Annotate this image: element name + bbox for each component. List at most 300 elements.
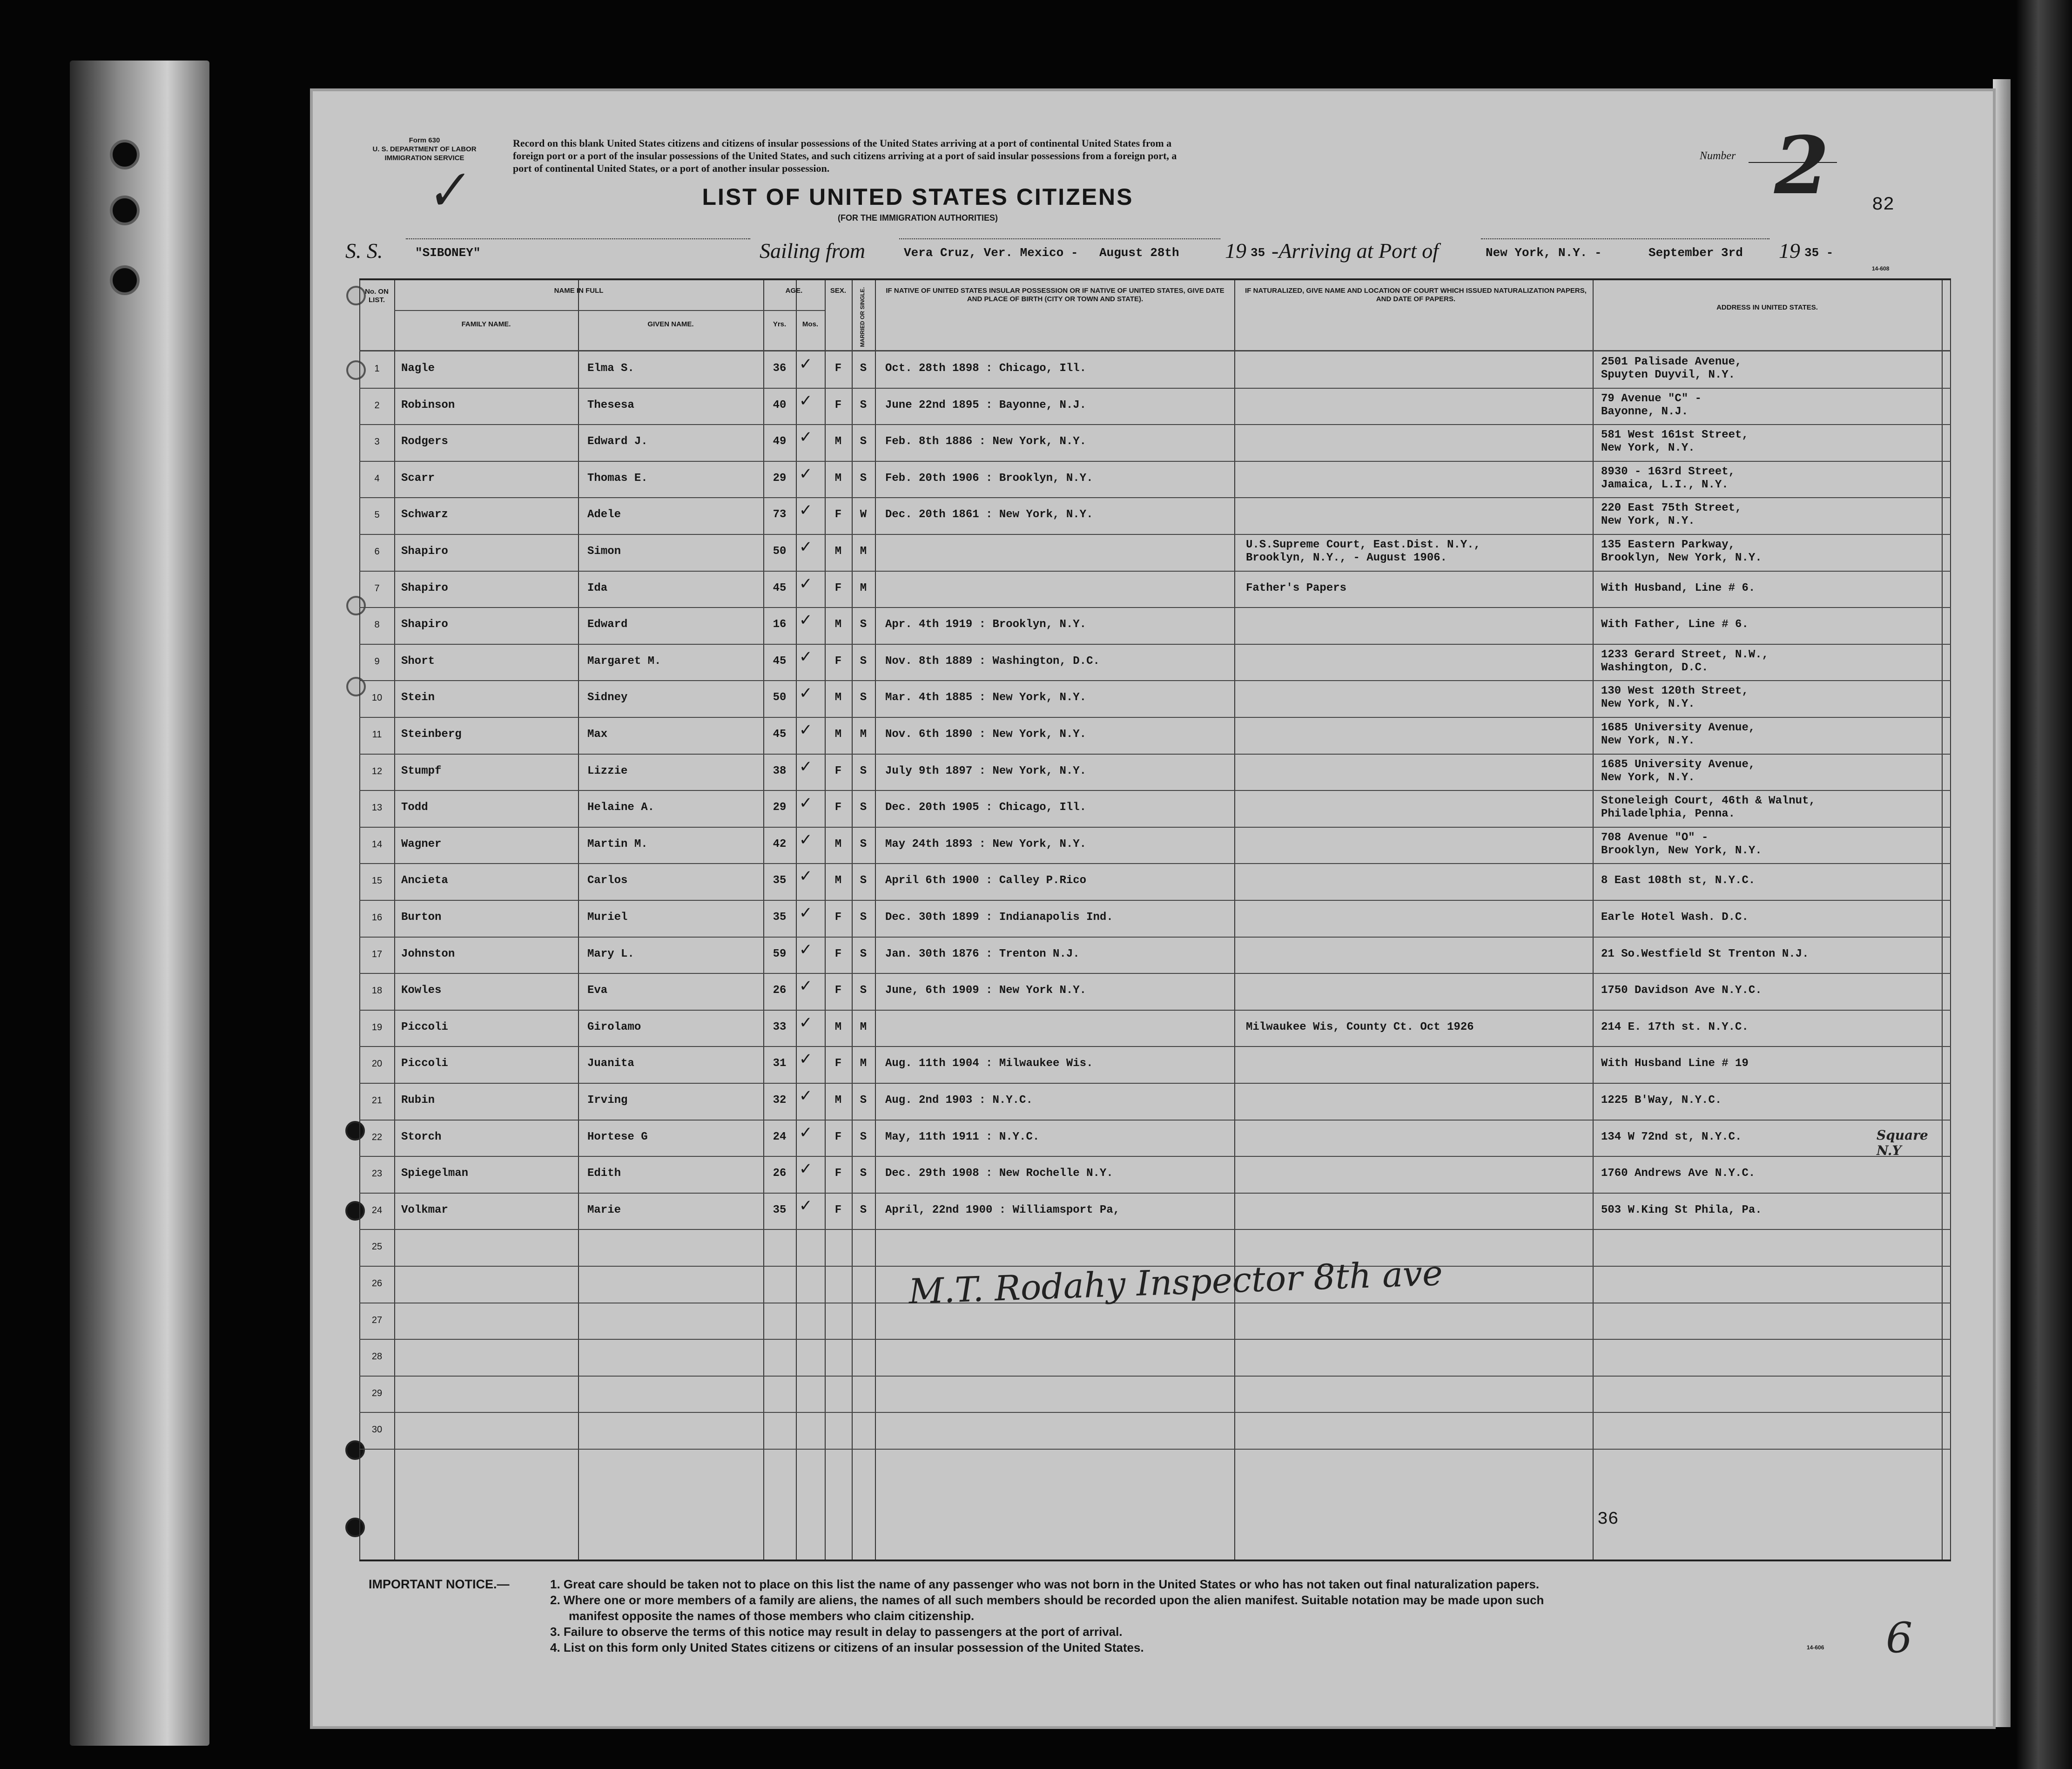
address-line: Brooklyn, New York, N.Y. <box>1601 844 1762 857</box>
sex: F <box>834 362 842 375</box>
department-name: U. S. DEPARTMENT OF LABOR <box>372 145 477 153</box>
line-number: 9 <box>374 656 380 667</box>
age-years: 35 <box>773 911 787 924</box>
notice-item: 3. Failure to observe the terms of this notice may result in delay to passengers at the port of arrival. <box>550 1625 1123 1639</box>
family-name: Shapiro <box>401 618 448 631</box>
table-row <box>359 1046 1951 1082</box>
header-address: ADDRESS IN UNITED STATES. <box>1716 304 1818 311</box>
check-mark: ✓ <box>799 794 813 813</box>
family-name: Johnston <box>401 947 455 960</box>
age-years: 31 <box>773 1057 787 1070</box>
line-number: 13 <box>371 803 383 813</box>
table-row <box>359 424 1951 460</box>
given-name: Juanita <box>587 1057 634 1070</box>
line-number: 5 <box>374 510 380 520</box>
sex: F <box>834 398 842 412</box>
given-name: Muriel <box>587 911 628 924</box>
address-line: 2501 Palisade Avenue, <box>1601 356 1742 368</box>
address <box>1601 502 1742 528</box>
check-mark: ✓ <box>799 904 813 922</box>
sex: M <box>834 874 842 887</box>
marital-status: S <box>860 435 867 448</box>
check-mark: ✓ <box>799 501 813 520</box>
sex: M <box>834 545 842 558</box>
marital-status: S <box>860 874 867 887</box>
age-years: 26 <box>773 984 787 997</box>
notice-heading: IMPORTANT NOTICE.— <box>369 1577 510 1591</box>
family-name: Todd <box>401 801 428 814</box>
line-number: 4 <box>374 473 380 484</box>
address <box>1601 1021 1749 1034</box>
line-number: 24 <box>371 1205 383 1215</box>
age-years: 24 <box>773 1130 787 1143</box>
page-title: LIST OF UNITED STATES CITIZENS <box>702 184 1134 210</box>
birth-date-place: Feb. 20th 1906 : Brooklyn, N.Y. <box>885 472 1093 485</box>
footer-form-code: 14-606 <box>1807 1644 1824 1651</box>
check-mark: ✓ <box>799 1123 813 1142</box>
check-mark: ✓ <box>799 574 813 593</box>
departure-year: 35 <box>1251 246 1265 260</box>
family-name: Stumpf <box>401 764 442 777</box>
line-number: 1 <box>374 364 380 374</box>
check-mark: ✓ <box>799 977 813 996</box>
marital-status: S <box>860 655 867 668</box>
address <box>1601 874 1755 887</box>
birth-date-place: June 22nd 1895 : Bayonne, N.J. <box>885 398 1087 412</box>
line-number: 16 <box>371 912 383 923</box>
arrival-date: September 3rd <box>1648 246 1743 260</box>
check-mark: ✓ <box>799 538 813 556</box>
ship-underline <box>406 238 750 239</box>
table-row <box>359 388 1951 424</box>
table-row <box>359 1376 1951 1412</box>
sex: F <box>834 911 842 924</box>
line-number: 15 <box>371 876 383 886</box>
age-years: 42 <box>773 837 787 851</box>
check-mark: ✓ <box>799 1196 813 1215</box>
sex: F <box>834 984 842 997</box>
family-name: Rodgers <box>401 435 448 448</box>
given-name: Thesesa <box>587 398 634 412</box>
table-row <box>359 1339 1951 1375</box>
given-name: Eva <box>587 984 608 997</box>
address-line: New York, N.Y. <box>1601 515 1695 528</box>
given-name: Edith <box>587 1167 621 1180</box>
binder-hole <box>110 140 140 169</box>
sex: M <box>834 435 842 448</box>
header-years: Yrs. <box>773 320 787 328</box>
family-name: Piccoli <box>401 1020 448 1033</box>
address <box>1601 948 1809 961</box>
address-line: 1233 Gerard Street, N.W., <box>1601 648 1769 661</box>
handwritten-check-mark: ✓ <box>420 158 471 223</box>
table-row <box>359 754 1951 790</box>
age-years: 38 <box>773 764 787 777</box>
naturalization <box>1246 582 1346 595</box>
address-line: 21 So.Westfield St Trenton N.J. <box>1601 947 1809 960</box>
age-years: 29 <box>773 472 787 485</box>
marital-status: M <box>860 1057 867 1070</box>
table-row <box>359 900 1951 936</box>
family-name: Shapiro <box>401 581 448 594</box>
marital-status: S <box>860 362 867 375</box>
table-row <box>359 461 1951 497</box>
line-number: 22 <box>371 1132 383 1142</box>
manifest-page <box>313 91 1993 1726</box>
family-name: Piccoli <box>401 1057 448 1070</box>
marital-status: S <box>860 911 867 924</box>
table-row <box>359 1156 1951 1192</box>
address <box>1601 722 1755 748</box>
birth-date-place: Aug. 2nd 1903 : N.Y.C. <box>885 1094 1033 1107</box>
table-row <box>359 717 1951 753</box>
check-mark: ✓ <box>799 1160 813 1179</box>
header-birth: IF NATIVE OF UNITED STATES INSULAR POSSESSION OR IF NATIVE OF UNITED STATES, GIVE DATE AND PLACE OF BIRTH (CITY OR TOWN AND STATE). <box>886 287 1224 303</box>
sex: M <box>834 618 842 631</box>
address-line: 503 W.King St Phila, Pa. <box>1601 1203 1762 1216</box>
sex: M <box>834 728 842 741</box>
check-mark: ✓ <box>799 611 813 630</box>
address-line: 79 Avenue "C" - <box>1601 392 1702 405</box>
given-name: Hortese G <box>587 1130 648 1143</box>
given-name: Sidney <box>587 691 628 704</box>
family-name: Kowles <box>401 984 442 997</box>
birth-date-place: Dec. 30th 1899 : Indianapolis Ind. <box>885 911 1113 924</box>
header-family-name: FAMILY NAME. <box>461 320 511 328</box>
table-row <box>359 937 1951 973</box>
address <box>1601 648 1769 675</box>
address <box>1601 356 1742 382</box>
birth-date-place: May, 11th 1911 : N.Y.C. <box>885 1130 1040 1143</box>
check-mark: ✓ <box>799 464 813 483</box>
header-no: No. ON LIST. <box>365 288 389 304</box>
family-name: Schwarz <box>401 508 448 521</box>
number-label: Number <box>1700 150 1736 162</box>
notice-item: manifest opposite the names of those members who claim citizenship. <box>569 1609 975 1623</box>
address-line: With Husband Line # 19 <box>1601 1057 1749 1070</box>
line-number: 14 <box>371 839 383 850</box>
sex: F <box>834 1130 842 1143</box>
marital-status: M <box>860 1020 867 1033</box>
age-years: 16 <box>773 618 787 631</box>
line-number: 17 <box>371 949 383 959</box>
row-rule <box>359 1449 1951 1450</box>
marital-status: S <box>860 801 867 814</box>
sex: F <box>834 801 842 814</box>
departure-date: August 28th <box>1099 246 1179 260</box>
passenger-table <box>359 278 1951 1561</box>
family-name: Robinson <box>401 398 455 412</box>
given-name: Ida <box>587 581 608 594</box>
age-years: 73 <box>773 508 787 521</box>
given-name: Marie <box>587 1203 621 1216</box>
line-number: 30 <box>371 1425 383 1435</box>
address-line: Jamaica, L.I., N.Y. <box>1601 478 1729 491</box>
address <box>1601 1204 1762 1217</box>
family-name: Rubin <box>401 1094 435 1107</box>
address-line: Brooklyn, New York, N.Y. <box>1601 552 1762 564</box>
line-number: 27 <box>371 1315 383 1325</box>
family-name: Nagle <box>401 362 435 375</box>
marital-status: S <box>860 947 867 960</box>
family-name: Shapiro <box>401 545 448 558</box>
table-row <box>359 790 1951 826</box>
marital-status: S <box>860 1094 867 1107</box>
address-line: With Father, Line # 6. <box>1601 618 1749 631</box>
year-label-2: 19 <box>1779 239 1800 263</box>
family-name: Burton <box>401 911 442 924</box>
sex: M <box>834 691 842 704</box>
binder-spine <box>70 61 209 1746</box>
family-name: Stein <box>401 691 435 704</box>
record-instructions <box>513 137 1616 175</box>
address-line: 220 East 75th Street, <box>1601 502 1742 515</box>
arriving-label: -Arriving at Port of <box>1271 239 1439 263</box>
given-name: Adele <box>587 508 621 521</box>
header-age: AGE. <box>785 287 803 295</box>
table-row <box>359 1193 1951 1229</box>
instruction-line: Record on this blank United States citizens and citizens of insular possessions of the United States arriving at a port of continental United States from a <box>513 137 1172 149</box>
scan-right-edge <box>2016 0 2072 1769</box>
notice-item: 4. List on this form only United States citizens or citizens of an insular possession of the United States. <box>550 1641 1144 1654</box>
line-number: 2 <box>374 400 380 411</box>
age-years: 45 <box>773 655 787 668</box>
table-row <box>359 863 1951 899</box>
birth-date-place: May 24th 1893 : New York, N.Y. <box>885 837 1087 851</box>
line-number: 3 <box>374 437 380 447</box>
address-line: With Husband, Line # 6. <box>1601 581 1756 594</box>
address-line: Washington, D.C. <box>1601 661 1709 674</box>
handwritten-address-note: Square N.Y <box>1877 1128 1928 1158</box>
marital-status: M <box>860 581 867 594</box>
family-name: Scarr <box>401 472 435 485</box>
ss-label: S. S. <box>345 239 383 263</box>
check-mark: ✓ <box>799 647 813 666</box>
voyage-line <box>345 236 1965 263</box>
check-mark: ✓ <box>799 684 813 703</box>
line-number: 6 <box>374 547 380 557</box>
address-line: 135 Eastern Parkway, <box>1601 539 1736 551</box>
marital-status: M <box>860 545 867 558</box>
family-name: Storch <box>401 1130 442 1143</box>
table-row <box>359 497 1951 533</box>
binder-hole <box>110 265 140 295</box>
age-years: 49 <box>773 435 787 448</box>
table-row <box>359 1229 1951 1265</box>
given-name: Edward J. <box>587 435 648 448</box>
sex: F <box>834 508 842 521</box>
line-number: 28 <box>371 1351 383 1362</box>
age-years: 40 <box>773 398 787 412</box>
given-name: Lizzie <box>587 764 628 777</box>
check-mark: ✓ <box>799 867 813 886</box>
address-line: 8930 - 163rd Street, <box>1601 465 1736 478</box>
line-number: 19 <box>371 1022 383 1033</box>
header-rule <box>763 310 825 311</box>
age-years: 29 <box>773 801 787 814</box>
given-name: Girolamo <box>587 1020 641 1033</box>
line-number: 12 <box>371 766 383 776</box>
header-months: Mos. <box>802 320 819 328</box>
table-row <box>359 644 1951 680</box>
line-number: 23 <box>371 1168 383 1179</box>
notice-item: 2. Where one or more members of a family are aliens, the names of all such members should be recorded upon the alien manifest. Suitable notation may be made upon such <box>550 1593 1544 1607</box>
family-name: Spiegelman <box>401 1167 469 1180</box>
address <box>1601 795 1816 821</box>
address-line: 134 W 72nd st, N.Y.C. <box>1601 1130 1742 1143</box>
address <box>1601 1094 1722 1107</box>
address-line: Stoneleigh Court, 46th & Walnut, <box>1601 795 1816 808</box>
address-line: New York, N.Y. <box>1601 442 1695 455</box>
table-row <box>359 607 1951 643</box>
address <box>1601 831 1762 857</box>
table-row <box>359 973 1951 1009</box>
address <box>1601 1131 1742 1144</box>
birth-date-place: Nov. 8th 1889 : Washington, D.C. <box>885 655 1100 668</box>
line-number: 10 <box>371 693 383 703</box>
sex: F <box>834 655 842 668</box>
header-name-in-full: NAME IN FULL <box>554 287 604 295</box>
naturalization <box>1246 539 1480 565</box>
arrival-year: 35 - <box>1804 246 1834 260</box>
marital-status: M <box>860 728 867 741</box>
marital-status: S <box>860 837 867 851</box>
given-name: Elma S. <box>587 362 634 375</box>
address-line: Earle Hotel Wash. D.C. <box>1601 911 1749 924</box>
sex: M <box>834 472 842 485</box>
marital-status: S <box>860 691 867 704</box>
table-row <box>359 1010 1951 1046</box>
birth-date-place: April, 22nd 1900 : Williamsport Pa, <box>885 1203 1120 1216</box>
family-name: Volkmar <box>401 1203 448 1216</box>
address-line: 130 West 120th Street, <box>1601 685 1749 698</box>
form-code: 14-608 <box>1872 265 1890 272</box>
birth-date-place: Aug. 11th 1904 : Milwaukee Wis. <box>885 1057 1093 1070</box>
address <box>1601 618 1749 631</box>
family-name: Short <box>401 655 435 668</box>
address <box>1601 392 1702 419</box>
age-years: 35 <box>773 874 787 887</box>
marital-status: S <box>860 1203 867 1216</box>
birth-date-place: Oct. 28th 1898 : Chicago, Ill. <box>885 362 1087 375</box>
naturalization-line: U.S.Supreme Court, East.Dist. N.Y., <box>1246 539 1481 551</box>
departure-port: Vera Cruz, Ver. Mexico - <box>904 246 1078 260</box>
line-number: 8 <box>374 620 380 630</box>
header-naturalized: IF NATURALIZED, GIVE NAME AND LOCATION OF COURT WHICH ISSUED NATURALIZATION PAPERS, AND DATE OF PAPERS. <box>1245 287 1587 303</box>
address-line: 8 East 108th st, N.Y.C. <box>1601 874 1756 887</box>
arrival-port: New York, N.Y. - <box>1486 246 1602 260</box>
given-name: Martin M. <box>587 837 648 851</box>
age-years: 50 <box>773 545 787 558</box>
given-name: Thomas E. <box>587 472 648 485</box>
handwritten-corner-number: 6 <box>1886 1614 1913 1662</box>
birth-date-place: Dec. 20th 1905 : Chicago, Ill. <box>885 801 1087 814</box>
address-line: Philadelphia, Penna. <box>1601 808 1736 821</box>
form-identifier <box>355 136 494 162</box>
address-line: New York, N.Y. <box>1601 771 1695 784</box>
given-name: Max <box>587 728 608 741</box>
header-rule <box>394 310 763 311</box>
sailing-label: Sailing from <box>760 239 866 263</box>
birth-date-place: April 6th 1900 : Calley P.Rico <box>885 874 1087 887</box>
address-line: 1750 Davidson Ave N.Y.C. <box>1601 984 1762 997</box>
address <box>1601 466 1735 492</box>
instruction-line: port of continental United States, or a port of another insular possession. <box>513 162 830 174</box>
sex: F <box>834 581 842 594</box>
given-name: Irving <box>587 1094 628 1107</box>
marital-status: S <box>860 764 867 777</box>
line-number: 21 <box>371 1095 383 1106</box>
age-years: 35 <box>773 1203 787 1216</box>
address <box>1601 984 1762 997</box>
address-line: 1225 B'Way, N.Y.C. <box>1601 1094 1722 1107</box>
header-sex: SEX. <box>830 287 847 295</box>
naturalization-line: Father's Papers <box>1246 581 1347 594</box>
check-mark: ✓ <box>799 428 813 447</box>
check-mark: ✓ <box>799 1087 813 1105</box>
marital-status: S <box>860 984 867 997</box>
table-row <box>359 1412 1951 1448</box>
age-years: 33 <box>773 1020 787 1033</box>
check-mark: ✓ <box>799 757 813 776</box>
address-line: 214 E. 17th st. N.Y.C. <box>1601 1020 1749 1033</box>
line-number: 20 <box>371 1059 383 1069</box>
marital-status: W <box>860 508 867 521</box>
address-line: Bayonne, N.J. <box>1601 405 1689 418</box>
address <box>1601 582 1755 595</box>
page-edge <box>1993 79 2011 1727</box>
sex: M <box>834 837 842 851</box>
address <box>1601 1057 1749 1070</box>
age-years: 45 <box>773 581 787 594</box>
address <box>1601 539 1762 565</box>
address-line: New York, N.Y. <box>1601 735 1695 747</box>
birth-date-place: Feb. 8th 1886 : New York, N.Y. <box>885 435 1087 448</box>
address-line: New York, N.Y. <box>1601 698 1695 711</box>
naturalization-line: Milwaukee Wis, County Ct. Oct 1926 <box>1246 1020 1474 1033</box>
instruction-line: foreign port or a port of the insular possessions of the United States, and such citizens arriving at a port of said insular possessions from a foreign port, a <box>513 150 1177 162</box>
family-name: Wagner <box>401 837 442 851</box>
address-line: 1685 University Avenue, <box>1601 758 1756 771</box>
birth-date-place: Nov. 6th 1890 : New York, N.Y. <box>885 728 1087 741</box>
notice-item: 1. Great care should be taken not to place on this list the name of any passenger who was not born in the United States or who has not taken out final naturalization papers. <box>550 1577 1540 1591</box>
total-count: 36 <box>1597 1509 1619 1529</box>
birth-date-place: Dec. 29th 1908 : New Rochelle N.Y. <box>885 1167 1113 1180</box>
table-row <box>359 827 1951 863</box>
age-years: 36 <box>773 362 787 375</box>
arrival-underline <box>1481 238 1769 239</box>
address <box>1601 1167 1755 1180</box>
page-subtitle: (FOR THE IMMIGRATION AUTHORITIES) <box>838 213 998 223</box>
address-line: 581 West 161st Street, <box>1601 429 1749 442</box>
sex: M <box>834 1020 842 1033</box>
address-line: 1685 University Avenue, <box>1601 722 1756 734</box>
address <box>1601 429 1749 455</box>
naturalization <box>1246 1021 1474 1034</box>
family-name: Steinberg <box>401 728 462 741</box>
birth-date-place: July 9th 1897 : New York, N.Y. <box>885 764 1087 777</box>
given-name: Edward <box>587 618 628 631</box>
marital-status: S <box>860 1130 867 1143</box>
address-line: 708 Avenue "O" - <box>1601 831 1709 844</box>
given-name: Mary L. <box>587 947 634 960</box>
marital-status: S <box>860 472 867 485</box>
check-mark: ✓ <box>799 721 813 739</box>
address-line: 1760 Andrews Ave N.Y.C. <box>1601 1167 1756 1180</box>
line-number: 7 <box>374 583 380 594</box>
age-years: 50 <box>773 691 787 704</box>
sex: F <box>834 764 842 777</box>
